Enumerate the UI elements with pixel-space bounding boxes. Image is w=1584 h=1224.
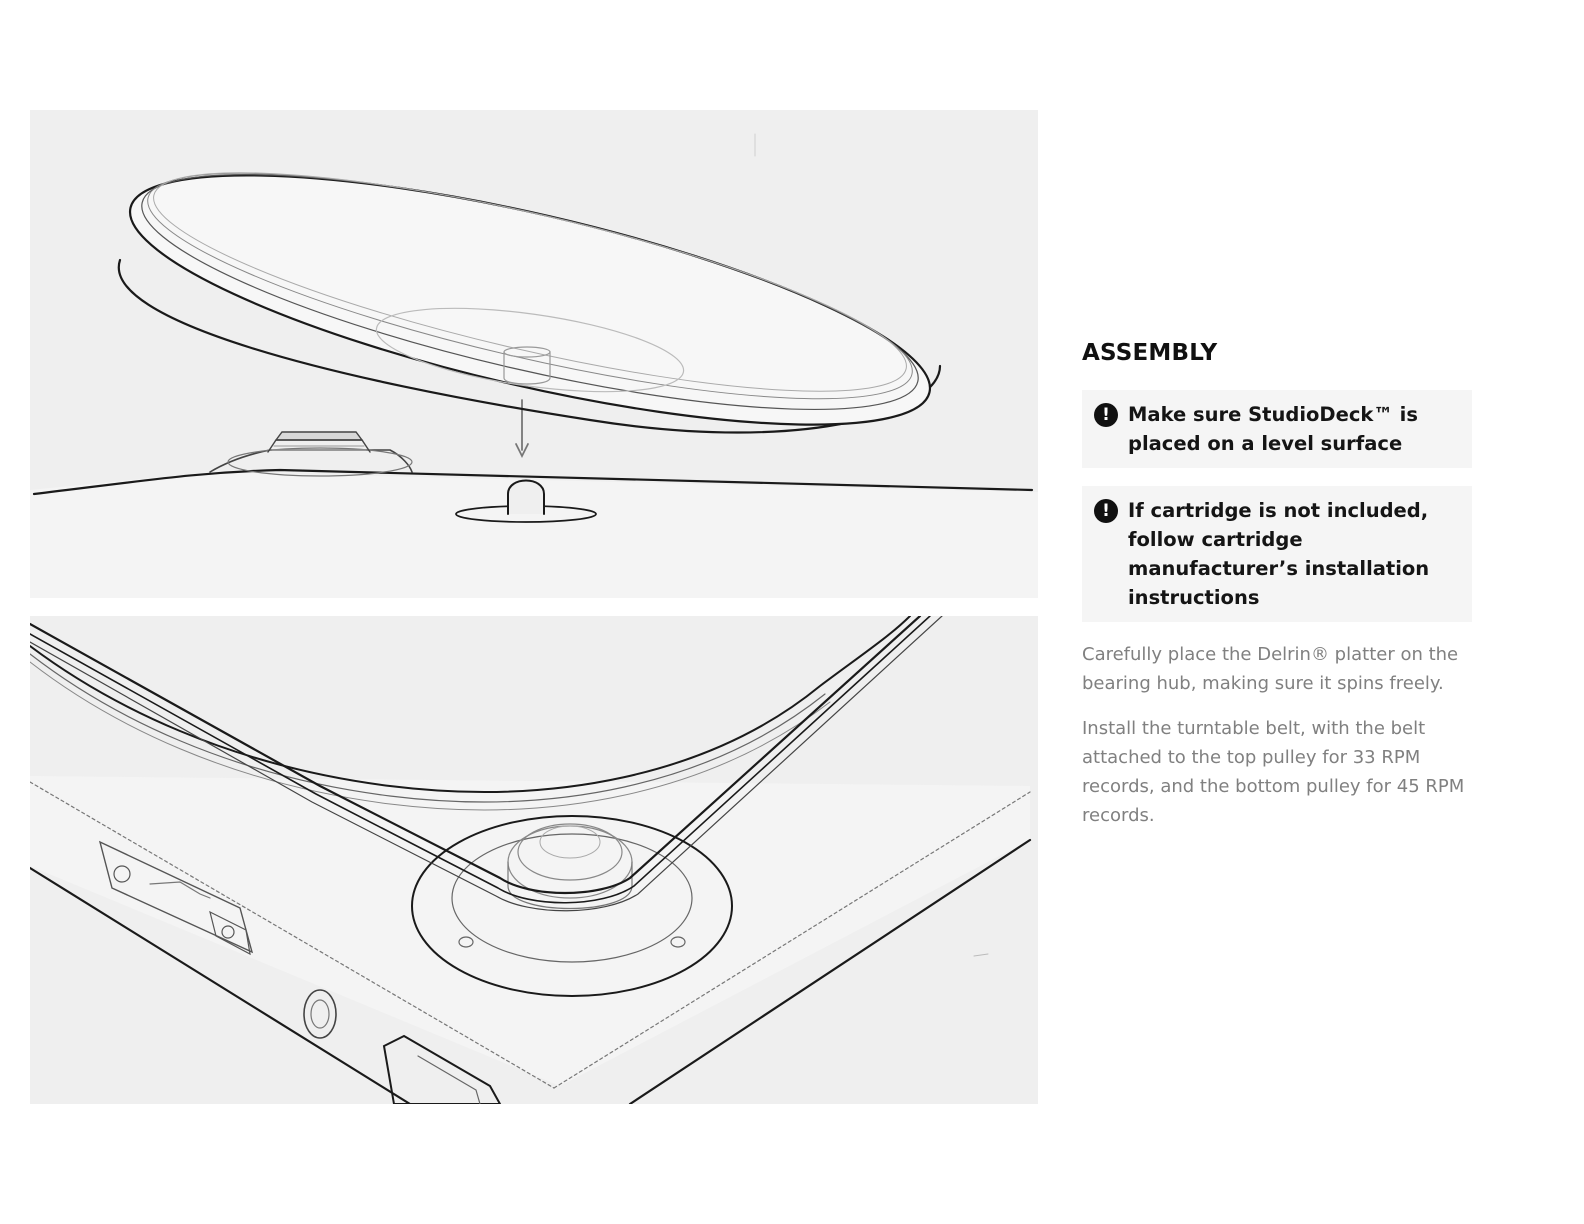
note-cartridge (1082, 486, 1472, 622)
belt-installation-illustration (30, 616, 1038, 1104)
note-level-surface (1082, 390, 1472, 468)
assembly-info (1082, 340, 1472, 846)
note-text: Make sure StudioDeck™ is placed on a level surface (1128, 403, 1418, 455)
exclamation-circle-icon: ! (1094, 403, 1118, 427)
paragraph-belt: Install the turntable belt, with the belt attached to the top pulley for 33 RPM records, and the bottom pulley for 45 RPM records. (1082, 718, 1465, 826)
section-title: ASSEMBLY (1082, 340, 1218, 366)
paragraph-platter: Carefully place the Delrin® platter on the bearing hub, making sure it spins freely. (1082, 644, 1459, 694)
note-text: If cartridge is not included, follow cartridge manufacturer’s installation instructions (1128, 499, 1430, 609)
platter-placement-illustration (30, 110, 1038, 598)
exclamation-circle-icon: ! (1094, 499, 1118, 523)
